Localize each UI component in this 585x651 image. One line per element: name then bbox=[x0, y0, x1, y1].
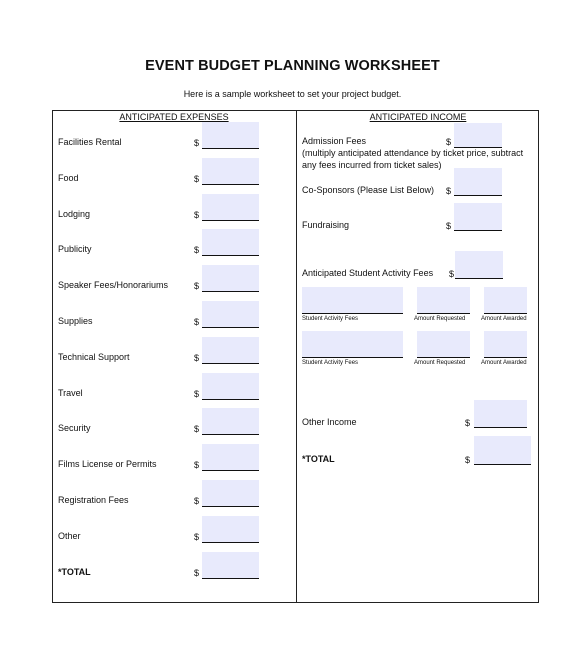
activity-fees-caption-1: Student Activity Fees bbox=[302, 316, 359, 322]
amount-awarded-underline-1 bbox=[484, 313, 527, 314]
amount-requested-underline-2 bbox=[417, 357, 470, 358]
amount-requested-field-1[interactable] bbox=[417, 287, 470, 313]
expense-total-underline bbox=[202, 578, 259, 579]
expense-item-7-label: Technical Support bbox=[58, 352, 130, 362]
admission-fees-note-2: any fees incurred from ticket sales) bbox=[302, 160, 442, 170]
cosponsors-underline bbox=[454, 195, 502, 196]
expense-item-11-dollar: $ bbox=[194, 496, 200, 506]
expense-total-label: *TOTAL bbox=[58, 567, 91, 577]
other-income-dollar: $ bbox=[465, 418, 471, 428]
expense-item-1-label: Facilities Rental bbox=[58, 137, 122, 147]
amount-requested-caption-1: Amount Requested bbox=[414, 316, 466, 322]
expense-item-2-label: Food bbox=[58, 173, 79, 183]
expense-item-10-field[interactable] bbox=[202, 444, 259, 470]
activity-fees-underline-1 bbox=[302, 313, 403, 314]
amount-awarded-underline-2 bbox=[484, 357, 527, 358]
income-heading: ANTICIPATED INCOME bbox=[369, 112, 467, 122]
admission-fees-field[interactable] bbox=[454, 123, 502, 148]
other-income-label: Other Income bbox=[302, 417, 357, 427]
expense-total-field[interactable] bbox=[202, 552, 259, 578]
other-income-field[interactable] bbox=[474, 400, 527, 427]
admission-fees-dollar: $ bbox=[446, 137, 452, 147]
amount-awarded-field-2[interactable] bbox=[484, 331, 527, 357]
expense-item-12-dollar: $ bbox=[194, 532, 200, 542]
expense-item-10-underline bbox=[202, 470, 259, 471]
student-fees-underline bbox=[455, 278, 503, 279]
expense-item-9-dollar: $ bbox=[194, 424, 200, 434]
expense-item-11-label: Registration Fees bbox=[58, 495, 129, 505]
income-total-field[interactable] bbox=[474, 436, 531, 464]
page-subtitle: Here is a sample worksheet to set your project budget. bbox=[183, 89, 402, 99]
expense-item-3-underline bbox=[202, 220, 259, 221]
expense-item-6-dollar: $ bbox=[194, 317, 200, 327]
expense-item-8-label: Travel bbox=[58, 388, 83, 398]
expense-item-9-field[interactable] bbox=[202, 408, 259, 434]
expense-item-8-field[interactable] bbox=[202, 373, 259, 399]
amount-requested-field-2[interactable] bbox=[417, 331, 470, 357]
expense-item-9-underline bbox=[202, 434, 259, 435]
student-fees-field[interactable] bbox=[455, 251, 503, 278]
fundraising-underline bbox=[454, 230, 502, 231]
page-title: EVENT BUDGET PLANNING WORKSHEET bbox=[145, 58, 440, 74]
expense-item-3-dollar: $ bbox=[194, 210, 200, 220]
expense-item-11-field[interactable] bbox=[202, 480, 259, 506]
expense-item-10-label: Films License or Permits bbox=[58, 459, 157, 469]
admission-fees-label: Admission Fees bbox=[302, 136, 367, 146]
expense-item-6-underline bbox=[202, 327, 259, 328]
income-total-underline bbox=[474, 464, 531, 465]
amount-awarded-field-1[interactable] bbox=[484, 287, 527, 313]
expense-item-4-underline bbox=[202, 255, 259, 256]
activity-fees-field-1[interactable] bbox=[302, 287, 403, 313]
fundraising-field[interactable] bbox=[454, 203, 502, 230]
expense-item-4-field[interactable] bbox=[202, 229, 259, 255]
admission-fees-note-1: (multiply anticipated attendance by ticket price, subtract bbox=[302, 148, 524, 158]
activity-fees-caption-2: Student Activity Fees bbox=[302, 360, 359, 366]
expense-item-12-label: Other bbox=[58, 531, 81, 541]
admission-fees-underline bbox=[454, 147, 502, 148]
expense-item-8-underline bbox=[202, 399, 259, 400]
expenses-heading: ANTICIPATED EXPENSES bbox=[119, 112, 229, 122]
cosponsors-dollar: $ bbox=[446, 186, 452, 196]
column-divider bbox=[296, 110, 297, 603]
expense-item-4-dollar: $ bbox=[194, 245, 200, 255]
expense-item-7-field[interactable] bbox=[202, 337, 259, 363]
activity-fees-underline-2 bbox=[302, 357, 403, 358]
expense-item-5-underline bbox=[202, 291, 259, 292]
expense-item-11-underline bbox=[202, 506, 259, 507]
amount-awarded-caption-1: Amount Awarded bbox=[481, 316, 527, 322]
expense-item-7-underline bbox=[202, 363, 259, 364]
expense-item-2-dollar: $ bbox=[194, 174, 200, 184]
fundraising-label: Fundraising bbox=[302, 220, 350, 230]
expense-item-12-underline bbox=[202, 542, 259, 543]
expense-item-5-label: Speaker Fees/Honorariums bbox=[58, 280, 169, 290]
expense-item-5-dollar: $ bbox=[194, 281, 200, 291]
expense-total-dollar: $ bbox=[194, 568, 200, 578]
expense-item-7-dollar: $ bbox=[194, 353, 200, 363]
income-total-dollar: $ bbox=[465, 455, 471, 465]
expense-item-3-field[interactable] bbox=[202, 194, 259, 220]
expense-item-6-label: Supplies bbox=[58, 316, 93, 326]
amount-awarded-caption-2: Amount Awarded bbox=[481, 360, 527, 366]
student-fees-label: Anticipated Student Activity Fees bbox=[302, 268, 434, 278]
expense-item-2-underline bbox=[202, 184, 259, 185]
expense-item-4-label: Publicity bbox=[58, 244, 92, 254]
expense-item-1-underline bbox=[202, 148, 259, 149]
expense-item-1-field[interactable] bbox=[202, 122, 259, 148]
fundraising-dollar: $ bbox=[446, 221, 452, 231]
expense-item-12-field[interactable] bbox=[202, 516, 259, 542]
expense-item-5-field[interactable] bbox=[202, 265, 259, 291]
expense-item-10-dollar: $ bbox=[194, 460, 200, 470]
expense-item-3-label: Lodging bbox=[58, 209, 91, 219]
amount-requested-caption-2: Amount Requested bbox=[414, 360, 466, 366]
activity-fees-field-2[interactable] bbox=[302, 331, 403, 357]
cosponsors-label: Co-Sponsors (Please List Below) bbox=[302, 185, 435, 195]
cosponsors-field[interactable] bbox=[454, 168, 502, 195]
expense-item-8-dollar: $ bbox=[194, 389, 200, 399]
expense-item-1-dollar: $ bbox=[194, 138, 200, 148]
expense-item-6-field[interactable] bbox=[202, 301, 259, 327]
income-total-label: *TOTAL bbox=[302, 454, 335, 464]
student-fees-dollar: $ bbox=[449, 269, 455, 279]
expense-item-2-field[interactable] bbox=[202, 158, 259, 184]
expense-item-9-label: Security bbox=[58, 423, 91, 433]
other-income-underline bbox=[474, 427, 527, 428]
amount-requested-underline-1 bbox=[417, 313, 470, 314]
